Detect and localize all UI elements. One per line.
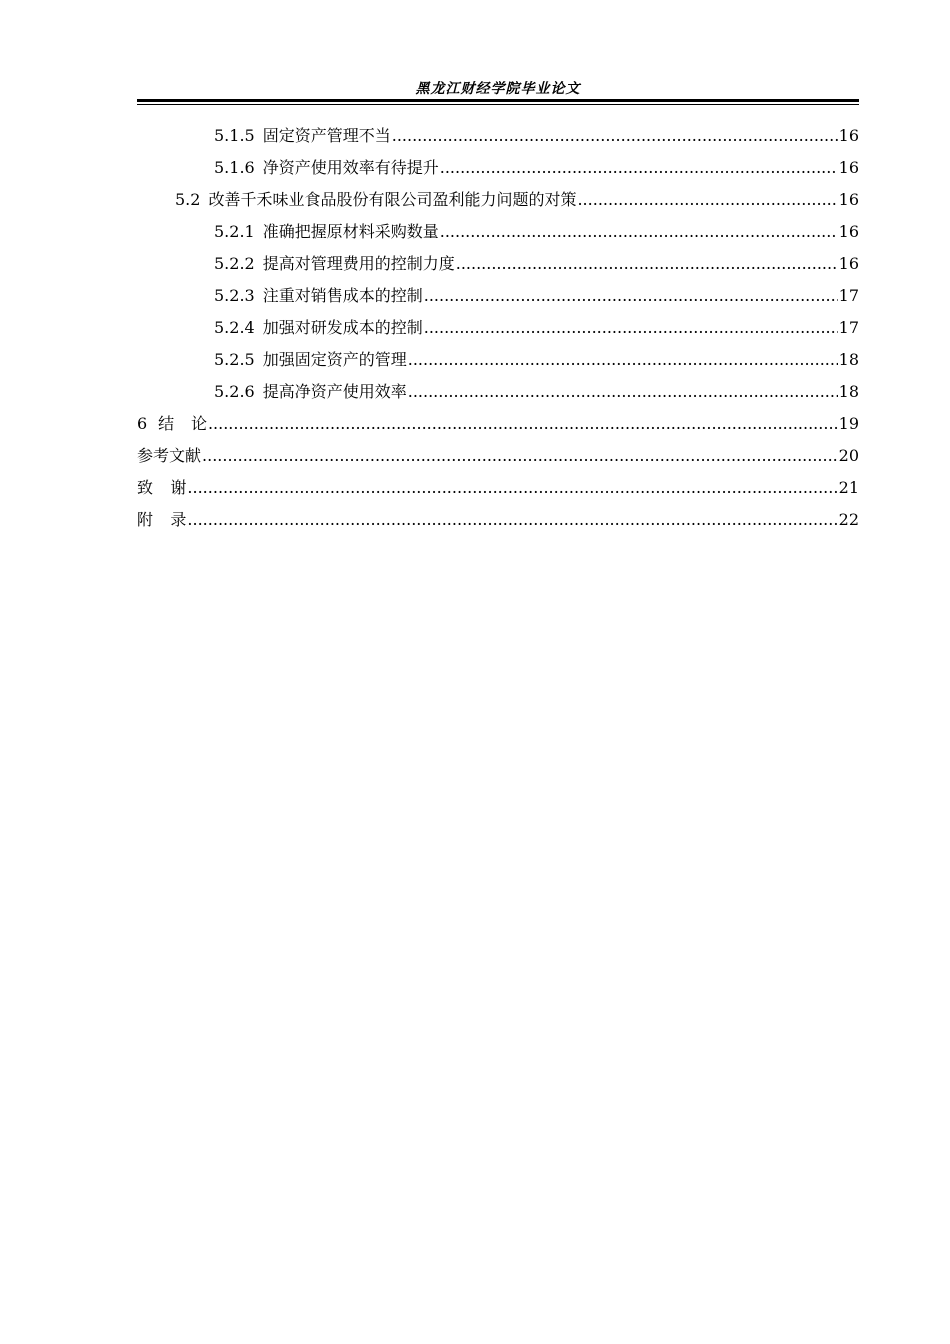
toc-entry[interactable] <box>137 216 859 248</box>
toc-entry[interactable] <box>137 312 859 344</box>
header-rule-thin <box>137 104 859 105</box>
toc-entry-number: 5.2.2 <box>214 254 255 273</box>
header-rule-thick <box>137 99 859 102</box>
toc-entry-title: 准确把握原材料采购数量 <box>262 222 439 241</box>
toc-entry-title-part-b: 录 <box>170 510 187 529</box>
toc-entry-page: 20 <box>838 446 859 465</box>
toc-entry-page: 21 <box>838 478 859 497</box>
toc-entry-number: 5.1.5 <box>214 126 255 145</box>
toc-entry[interactable] <box>137 376 859 408</box>
toc-entry-title: 加强固定资产的管理 <box>262 350 407 369</box>
toc-entry-number: 6 <box>137 414 148 433</box>
toc-dot-leader <box>408 376 838 408</box>
toc-entry-page: 16 <box>838 158 859 177</box>
toc-entry-page: 18 <box>838 350 859 369</box>
toc-entry-title-part-a: 结 <box>158 414 175 433</box>
toc-entry-page: 16 <box>838 222 859 241</box>
toc-entry-number: 5.2.1 <box>214 222 255 241</box>
toc-entry-page: 19 <box>838 414 859 433</box>
toc-entry-title: 注重对销售成本的控制 <box>262 286 423 305</box>
toc-entry-title: 固定资产管理不当 <box>262 126 391 145</box>
toc-entry-number: 5.1.6 <box>214 158 255 177</box>
toc-entry-page: 16 <box>838 126 859 145</box>
toc-dot-leader <box>424 312 838 344</box>
page-header-title: 黑龙江财经学院毕业论文 <box>415 81 581 97</box>
toc-entry-title-part-a: 致 <box>137 478 154 497</box>
toc-dot-leader <box>187 472 837 504</box>
toc-entry-title: 提高对管理费用的控制力度 <box>262 254 455 273</box>
toc-entry-page: 16 <box>838 190 859 209</box>
toc-dot-leader <box>440 216 838 248</box>
toc-entry-page: 18 <box>838 382 859 401</box>
toc-entry-title-part-b: 谢 <box>170 478 187 497</box>
toc-entry-title: 加强对研发成本的控制 <box>262 318 423 337</box>
toc-dot-leader <box>424 280 838 312</box>
toc-entry-title: 净资产使用效率有待提升 <box>262 158 439 177</box>
toc-entry[interactable] <box>137 120 859 152</box>
toc-entry-number: 5.2.3 <box>214 286 255 305</box>
toc-entry[interactable] <box>137 152 859 184</box>
toc-entry[interactable] <box>137 280 859 312</box>
toc-entry-number: 5.2.6 <box>214 382 255 401</box>
toc-entry[interactable] <box>137 472 859 504</box>
toc-entry-title: 改善千禾味业食品股份有限公司盈利能力问题的对策 <box>208 190 577 209</box>
toc-entry-page: 17 <box>838 318 859 337</box>
toc-entry-title: 提高净资产使用效率 <box>262 382 407 401</box>
toc-entry-title-part-a: 附 <box>137 510 154 529</box>
toc-dot-leader <box>456 248 838 280</box>
table-of-contents <box>137 120 859 536</box>
toc-entry-page: 16 <box>838 254 859 273</box>
toc-entry[interactable] <box>137 248 859 280</box>
toc-entry[interactable] <box>137 344 859 376</box>
toc-dot-leader <box>440 152 838 184</box>
toc-entry-number: 5.2.4 <box>214 318 255 337</box>
toc-dot-leader <box>187 504 837 536</box>
toc-dot-leader <box>208 408 838 440</box>
toc-entry-title-part-b: 论 <box>190 414 207 433</box>
toc-entry[interactable] <box>137 408 859 440</box>
toc-entry[interactable] <box>137 504 859 536</box>
toc-dot-leader <box>392 120 838 152</box>
toc-dot-leader <box>408 344 838 376</box>
toc-entry-page: 22 <box>838 510 859 529</box>
toc-entry-page: 17 <box>838 286 859 305</box>
toc-entry-title: 参考文献 <box>137 446 202 465</box>
toc-entry-number: 5.2.5 <box>214 350 255 369</box>
toc-dot-leader <box>577 184 837 216</box>
toc-entry-number: 5.2 <box>175 190 201 209</box>
toc-entry[interactable] <box>137 184 859 216</box>
toc-dot-leader <box>202 440 838 472</box>
toc-entry[interactable] <box>137 440 859 472</box>
